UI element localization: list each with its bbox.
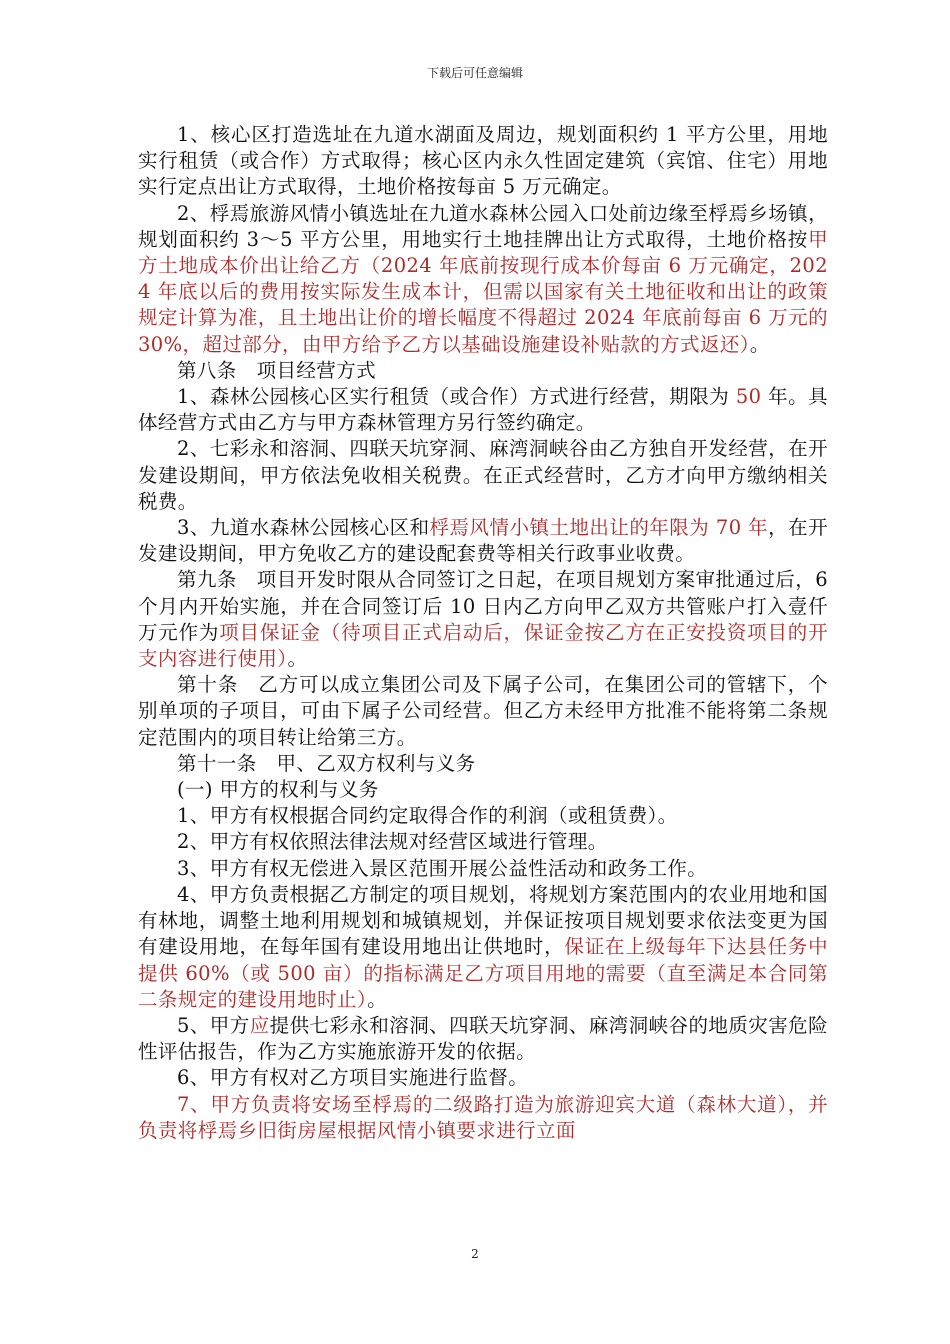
highlighted-text: 应 (249, 1013, 270, 1037)
text-segment: 年。具体经营方式由乙方与甲方森林管理方另行签约确定。 (138, 385, 829, 435)
paragraph (138, 1013, 828, 1065)
paragraph (138, 515, 828, 567)
text-segment: (一) 甲方的权利与义务 (177, 778, 379, 802)
paragraph (138, 882, 828, 1013)
paragraph (138, 1092, 828, 1144)
highlighted-text: 50 (729, 385, 769, 409)
paragraph (138, 122, 828, 201)
paragraph (138, 1065, 828, 1091)
paragraph (138, 777, 828, 803)
text-segment: 1、核心区打造选址在九道水湖面及周边，规划面积约 1 平方公里，用地实行租赁（或合作）方式取得；核心区内永久性固定建筑（宾馆、住宅）用地实行定点出让方式取得，土地价格按每亩 5 万元确定。 (138, 123, 828, 199)
text-segment: 2、甲方有权依照法律法规对经营区域进行管理。 (177, 830, 608, 854)
text-segment: 。 (287, 647, 308, 671)
text-segment: 。 (749, 332, 770, 356)
text-segment: 1、森林公园核心区实行租赁（或合作）方式进行经营，期限为 (177, 385, 730, 409)
highlighted-text: 甲方土地成本价出让给乙方（2024 年底前按现行成本价每亩 6 万元确定，2024 年底以后的费用按实际发生成本计，但需以国家有关土地征收和出让的政策规定计算为准，且土地出让价的增长幅度不得超过 2024 年底前每亩 6 万元的 30%，超过部分，由甲方给予乙方以基础设施建设补贴款的方式返还） (138, 227, 828, 356)
paragraph (138, 672, 828, 751)
paragraph (138, 436, 828, 515)
page-number: 2 (471, 1247, 479, 1261)
text-segment: 2、七彩永和溶洞、四联天坑穿洞、麻湾洞峡谷由乙方独自开发经营，在开发建设期间，甲方依法免收相关税费。在正式经营时，乙方才向甲方缴纳相关税费。 (138, 437, 828, 513)
paragraph (138, 358, 828, 384)
paragraph (138, 829, 828, 855)
text-segment: 3、甲方有权无偿进入景区范围开展公益性活动和政务工作。 (177, 856, 708, 880)
page-header: 下载后可任意编辑 (426, 66, 523, 80)
text-segment: 第十一条 甲、乙双方权利与义务 (177, 751, 476, 775)
highlighted-text: 7、甲方负责将安场至桴焉的二级路打造为旅游迎宾大道（森林大道），并负责将桴焉乡旧街房屋根据风情小镇要求进行立面 (138, 1092, 828, 1142)
text-segment: 第十条 乙方可以成立集团公司及下属子公司，在集团公司的管辖下，个别单项的子项目，可由下属子公司经营。但乙方未经甲方批准不能将第二条规定范围内的项目转让给第三方。 (138, 673, 828, 749)
highlighted-text: 项目保证金（待项目正式启动后，保证金按乙方在正安投资项目的开支内容进行使用） (138, 620, 828, 671)
paragraph (138, 201, 828, 358)
text-segment: 4、甲方负责根据乙方制定的项目规划，将规划方案范围内的农业用地和国有林地，调整土地利用规划和城镇规划，并保证按项目规划要求依法变更为国有建设用地，在每年国有建设用地出让供地时， (138, 882, 828, 959)
highlighted-text: 保证在上级每年下达县任务中提供 60%（或 500 亩）的指标满足乙方项目用地的需要（直至满足本合同第二条规定的建设用地时止） (138, 935, 828, 1011)
paragraph (138, 751, 828, 777)
text-segment: 第九条 项目开发时限从合同签订之日起，在项目规划方案审批通过后，6 个月内开始实施，并在合同签订后 10 日内乙方向甲乙双方共管账户打入壹仟万元作为 (138, 568, 828, 644)
text-segment: 提供七彩永和溶洞、四联天坑穿洞、麻湾洞峡谷的地质灾害危险性评估报告，作为乙方实施旅游开发的依据。 (138, 1013, 829, 1064)
highlighted-text: 桴焉风情小镇土地出让的年限为 70 年 (429, 516, 769, 540)
paragraph (138, 803, 828, 829)
text-segment: 2、桴焉旅游风情小镇选址在九道水森林公园入口处前边缘至桴焉乡场镇，规划面积约 3～5 平方公里，用地实行土地挂牌出让方式取得，土地价格按 (138, 201, 828, 251)
text-segment: 6、甲方有权对乙方项目实施进行监督。 (177, 1066, 529, 1090)
paragraph (138, 856, 828, 882)
text-segment: ，在开发建设期间，甲方免收乙方的建设配套费等相关行政事业收费。 (138, 516, 829, 566)
text-segment: 3、九道水森林公园核心区和 (177, 516, 430, 540)
document-body (138, 122, 828, 1144)
paragraph (138, 567, 828, 672)
text-segment: 5、甲方 (177, 1013, 250, 1037)
paragraph (138, 384, 828, 436)
text-segment: 。 (367, 987, 387, 1011)
text-segment: 第八条 项目经营方式 (177, 358, 377, 382)
text-segment: 1、甲方有权根据合同约定取得合作的利润（或租赁费）。 (177, 804, 678, 828)
